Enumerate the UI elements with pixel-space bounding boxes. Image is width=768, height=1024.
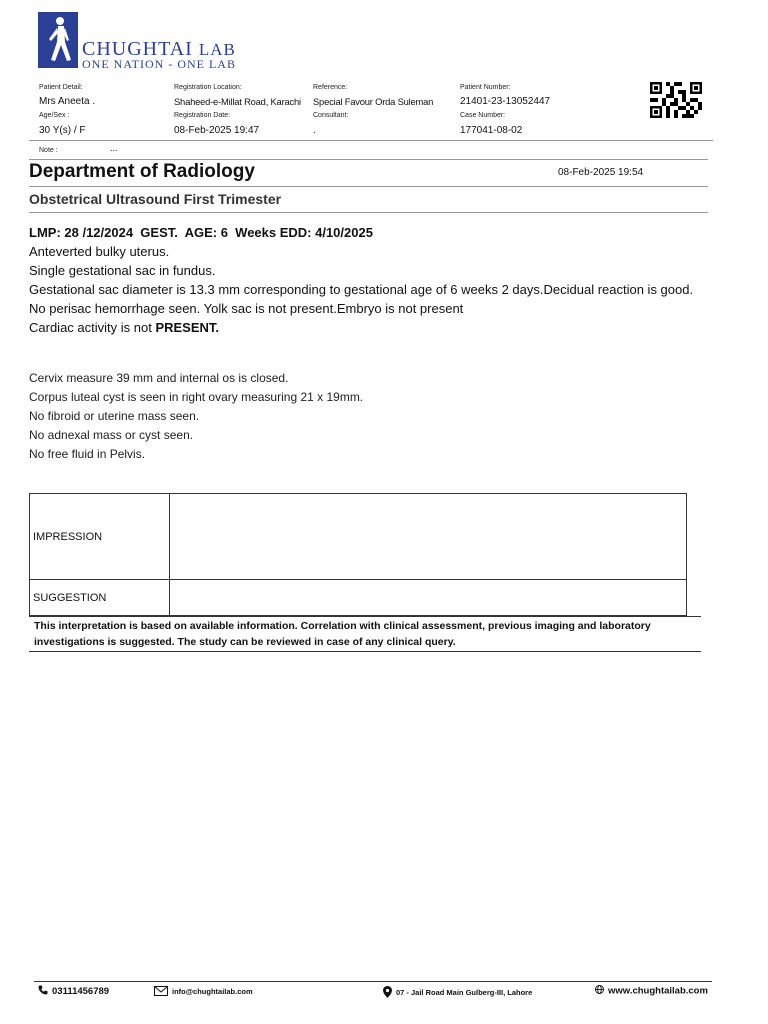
cardiac-prefix: Cardiac activity is not [29, 320, 156, 335]
report-datetime: 08-Feb-2025 19:54 [558, 167, 644, 178]
registration-date-label: Registration Date: [174, 112, 231, 119]
footer-phone [38, 985, 109, 998]
exam-title: Obstetrical Ultrasound First Trimester [29, 191, 282, 207]
note-label: Note : [39, 147, 58, 154]
patient-number-label: Patient Number: [460, 84, 511, 91]
registration-location-label: Registration Location: [174, 84, 242, 91]
patient-number-value: 21401-23-13052447 [460, 96, 551, 107]
qr-code-icon [650, 82, 702, 118]
finding-line: Gestational sac diameter is 13.3 mm corresponding to gestational age of 6 weeks 2 days.Decidual reaction is good. [29, 282, 694, 297]
footer-email [154, 986, 253, 998]
footer-address [383, 986, 532, 1000]
finding-line: Single gestational sac in fundus. [29, 263, 216, 278]
finding-line: Corpus luteal cyst is seen in right ovary measuring 21 x 19mm. [29, 390, 364, 404]
finding-line: No perisac hemorrhage seen. Yolk sac is not present.Embryo is not present [29, 301, 464, 316]
finding-line: Anteverted bulky uterus. [29, 244, 170, 259]
registration-location-value: Shaheed-e-Millat Road, Karachi [174, 96, 301, 107]
reference-label: Reference: [313, 84, 348, 91]
divider [29, 616, 701, 617]
reference-value: Special Favour Orda Suleman [313, 96, 434, 107]
consultant-label: Consultant: [313, 112, 349, 119]
finding-line: No adnexal mass or cyst seen. [29, 428, 194, 442]
cardiac-status: PRESENT. [155, 320, 220, 335]
location-pin-icon [383, 986, 392, 1000]
impression-value [170, 494, 687, 580]
email-address: info@chughtailab.com [172, 986, 253, 996]
age-sex-label: Age/Sex : [39, 112, 70, 119]
finding-line: Cervix measure 39 mm and internal os is closed. [29, 371, 289, 385]
phone-icon [38, 985, 48, 998]
patient-name: Mrs Aneeta . [39, 96, 96, 107]
findings-section [29, 223, 704, 337]
globe-icon [595, 985, 604, 997]
consultant-value: . [313, 125, 316, 136]
address-text: 07 - Jail Road Main Gulberg-III, Lahore [396, 987, 533, 997]
finding-line: No fibroid or uterine mass seen. [29, 409, 200, 423]
suggestion-value [170, 580, 687, 616]
divider [29, 651, 701, 652]
divider [29, 159, 708, 160]
phone-number: 03111456789 [52, 986, 110, 998]
summary-line: LMP: 28 /12/2024 GEST. AGE: 6 Weeks EDD: 4/10/2025 [29, 225, 373, 240]
disclaimer-text: This interpretation is based on available information. Correlation with clinical assessment, previous imaging and laboratory investigations is suggested. The study can be reviewed in case of any clinical query. [34, 620, 651, 648]
department-title: Department of Radiology [29, 161, 255, 182]
mail-icon [154, 986, 168, 998]
website-url: www.chughtailab.com [608, 985, 708, 997]
finding-line: No free fluid in Pelvis. [29, 447, 146, 461]
divider [29, 140, 713, 141]
lab-logo-icon [38, 12, 78, 68]
findings-section-2 [29, 369, 363, 464]
case-number-label: Case Number: [460, 112, 506, 119]
patient-detail-label: Patient Detail: [39, 84, 83, 91]
case-number-value: 177041-08-02 [460, 125, 523, 136]
cardiac-activity-line [29, 318, 704, 337]
lab-tagline: ONE NATION - ONE LAB [82, 57, 236, 71]
lab-name: CHUGHTAI LAB [82, 38, 236, 60]
divider [29, 212, 708, 213]
impression-table [29, 493, 687, 616]
divider [29, 186, 708, 187]
footer-divider [34, 981, 712, 982]
registration-date-value: 08-Feb-2025 19:47 [174, 125, 260, 136]
suggestion-label: SUGGESTION [30, 580, 170, 616]
impression-label: IMPRESSION [30, 494, 170, 580]
note-value: ... [110, 143, 118, 153]
age-sex-value: 30 Y(s) / F [39, 125, 86, 136]
footer-website [595, 985, 708, 997]
